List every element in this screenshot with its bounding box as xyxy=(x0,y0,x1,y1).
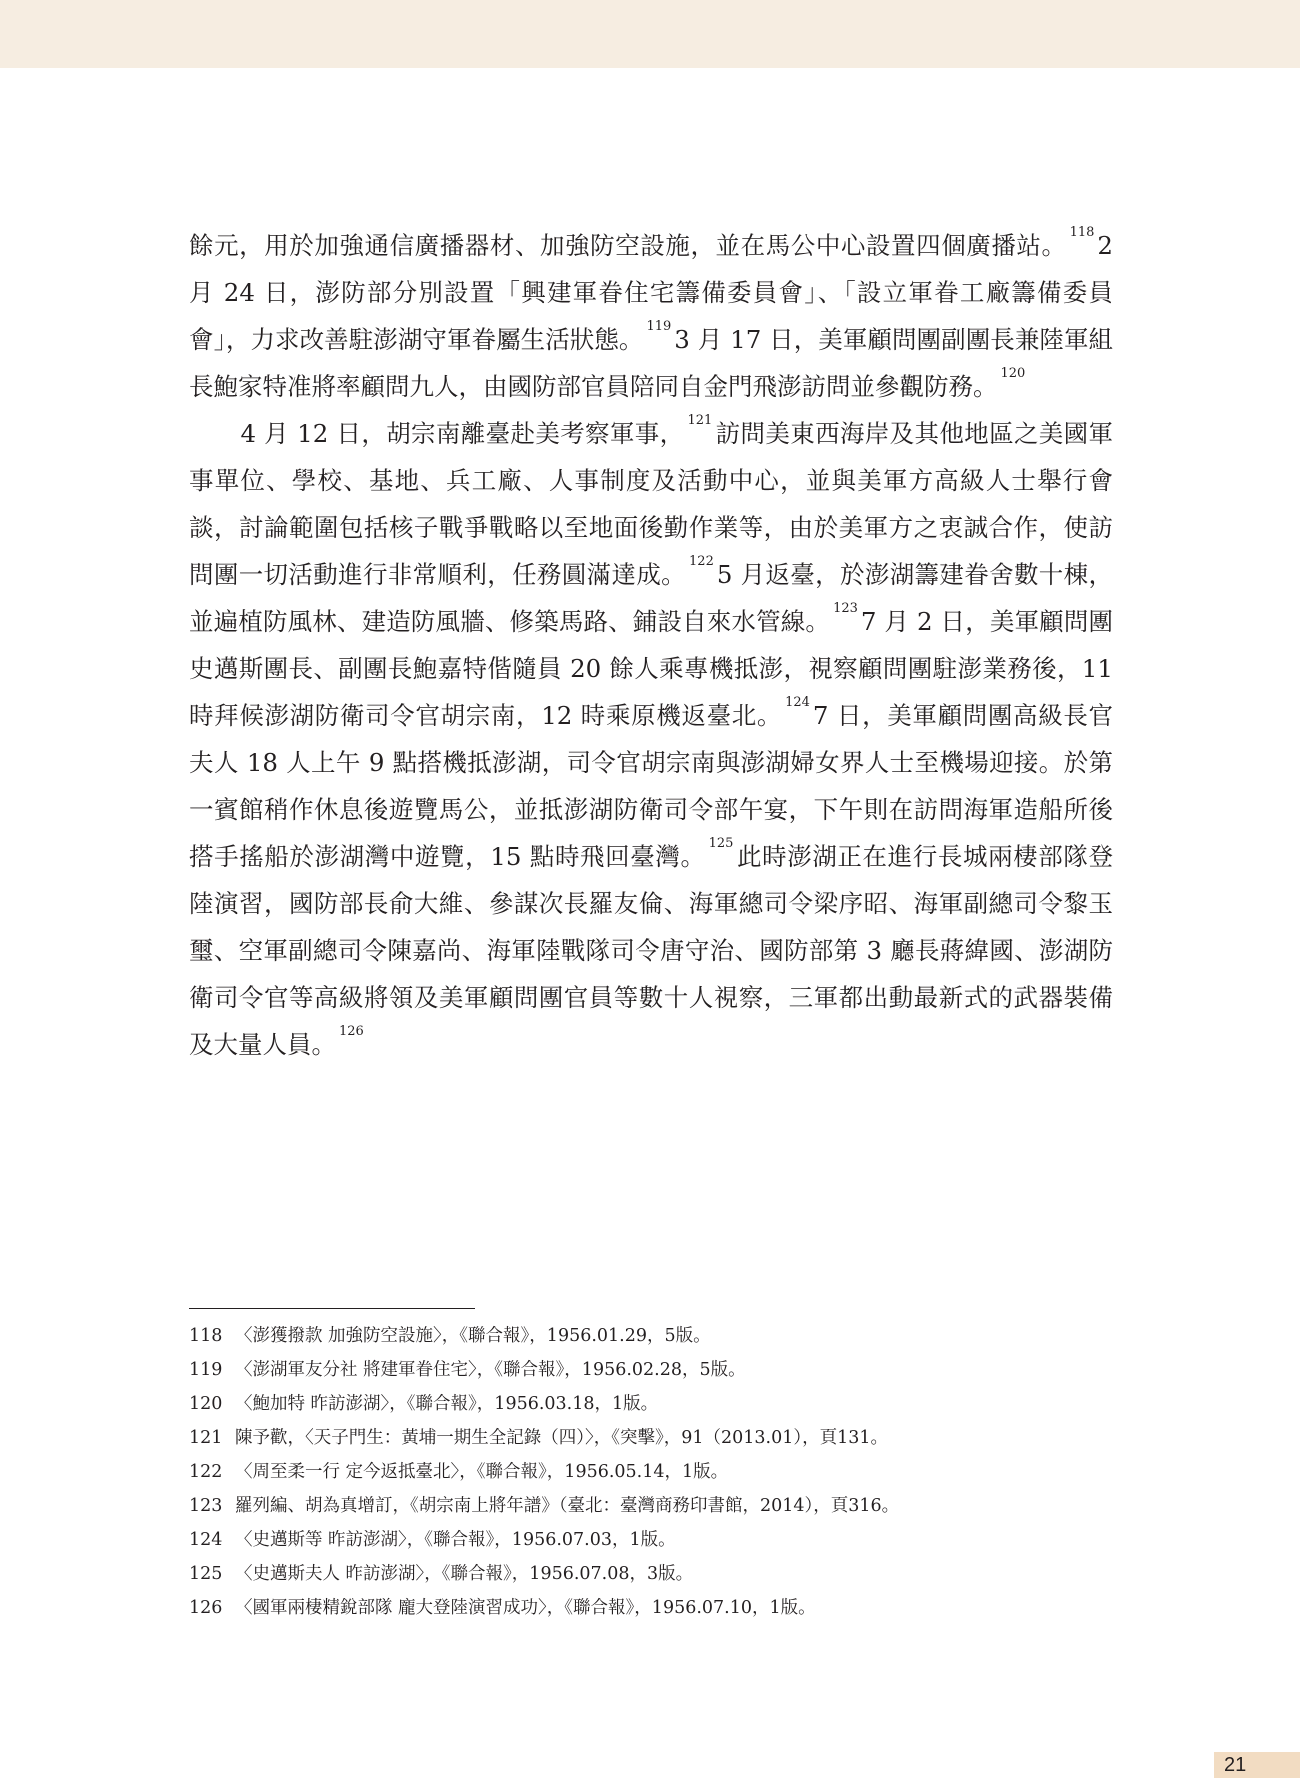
footnote-number: 119 xyxy=(189,1360,223,1380)
footnote-divider xyxy=(189,1308,475,1309)
text-run: 5 月返臺，於澎湖籌建眷舍數十棟，並遍植防風林、建造防風牆、修築馬路、鋪設自來水管線。 xyxy=(189,560,1114,636)
footnote-text: 〈鮑加特 昨訪澎湖〉，《聯合報》，1956.03.18，1版。 xyxy=(235,1394,659,1414)
text-run: 4 月 12 日，胡宗南離臺赴美考察軍事， xyxy=(240,419,685,448)
paragraph xyxy=(189,222,1113,410)
footnote-ref[interactable]: 121 xyxy=(687,413,713,428)
text-run: 3 月 17 日，美軍顧問團副團長兼陸軍組長鮑家特准將率顧問九人，由國防部官員陪同自金門飛澎訪問並參觀防務。 xyxy=(189,325,1114,401)
footnote-text: 羅列編、胡為真增訂，《胡宗南上將年譜》（臺北：臺灣商務印書館，2014），頁316。 xyxy=(235,1496,900,1516)
footnote-text: 〈周至柔一行 定今返抵臺北〉，《聯合報》，1956.05.14，1版。 xyxy=(235,1462,729,1482)
footnote-number: 118 xyxy=(189,1326,223,1346)
paragraph xyxy=(189,410,1113,1068)
footnote-number: 122 xyxy=(189,1462,223,1482)
footnote-item xyxy=(189,1591,1139,1625)
footnote-number: 124 xyxy=(189,1530,223,1550)
footnote-number: 126 xyxy=(189,1598,223,1618)
footnote-text: 〈澎獲撥款 加強防空設施〉，《聯合報》，1956.01.29，5版。 xyxy=(235,1326,711,1346)
text-run: 此時澎湖正在進行長城兩棲部隊登陸演習，國防部長俞大維、參謀次長羅友倫、海軍總司令梁序昭、海軍副總司令黎玉璽、空軍副總司令陳嘉尚、海軍陸戰隊司令唐守治、國防部第 3 廳長蔣緯國、澎湖防衛司令官等高級將領及美軍顧問團官員等數十人視察，三軍都出動最新式的武器裝備及大量人員。 xyxy=(189,842,1113,1059)
text-run: 2 月 24 日，澎防部分別設置「興建軍眷住宅籌備委員會」、「設立軍眷工廠籌備委員會」，力求改善駐澎湖守軍眷屬生活狀態。 xyxy=(189,231,1113,354)
footnote-text: 陳予歡，〈天子門生：黃埔一期生全記錄（四）〉，《突擊》，91（2013.01），頁131。 xyxy=(235,1428,889,1448)
footnote-ref[interactable]: 120 xyxy=(1000,366,1026,381)
page-number: 21 xyxy=(1224,1754,1247,1776)
footnote-ref[interactable]: 124 xyxy=(785,695,810,710)
footnote-item xyxy=(189,1523,1139,1557)
footnote-ref[interactable]: 118 xyxy=(1069,225,1095,240)
footnote-number: 125 xyxy=(189,1564,223,1584)
header-band xyxy=(0,0,1300,68)
footnote-number: 123 xyxy=(189,1496,223,1516)
footnote-item xyxy=(189,1455,1139,1489)
footnote-text: 〈史邁斯等 昨訪澎湖〉，《聯合報》，1956.07.03，1版。 xyxy=(235,1530,676,1550)
footnote-ref[interactable]: 122 xyxy=(689,554,714,569)
footnote-item xyxy=(189,1387,1139,1421)
footnote-number: 121 xyxy=(189,1428,223,1448)
footnote-item xyxy=(189,1353,1139,1387)
footnote-text: 〈澎湖軍友分社 將建軍眷住宅〉，《聯合報》，1956.02.28，5版。 xyxy=(235,1360,746,1380)
text-run: 7 月 2 日，美軍顧問團史邁斯團長、副團長鮑嘉特偕隨員 20 餘人乘專機抵澎，視察顧問團駐澎業務後，11 時拜候澎湖防衛司令官胡宗南，12 時乘原機返臺北。 xyxy=(189,607,1113,730)
footnote-number: 120 xyxy=(189,1394,223,1414)
footnote-text: 〈國軍兩棲精銳部隊 龐大登陸演習成功〉，《聯合報》，1956.07.10，1版。 xyxy=(235,1598,816,1618)
footnote-item xyxy=(189,1557,1139,1591)
footnote-item xyxy=(189,1319,1139,1353)
text-run: 餘元，用於加強通信廣播器材、加強防空設施，並在馬公中心設置四個廣播站。 xyxy=(189,231,1067,260)
footnote-ref[interactable]: 126 xyxy=(339,1024,364,1039)
footnote-item xyxy=(189,1489,1139,1523)
text-run: 訪問美東西海岸及其他地區之美國軍事單位、學校、基地、兵工廠、人事制度及活動中心，並與美軍方高級人士舉行會談，討論範圍包括核子戰爭戰略以至地面後勤作業等，由於美軍方之衷誠合作，使訪問團一切活動進行非常順利，任務圓滿達成。 xyxy=(189,419,1114,589)
footnote-item xyxy=(189,1421,1139,1455)
footnote-ref[interactable]: 123 xyxy=(833,601,858,616)
text-run: 7 日，美軍顧問團高級長官夫人 18 人上午 9 點搭機抵澎湖，司令官胡宗南與澎湖婦女界人士至機場迎接。於第一賓館稍作休息後遊覽馬公，並抵澎湖防衛司令部午宴，下午則在訪問海軍造船所後搭手搖船於澎湖灣中遊覽，15 點時飛回臺灣。 xyxy=(189,701,1114,871)
footnotes xyxy=(189,1319,1139,1625)
footnote-text: 〈史邁斯夫人 昨訪澎湖〉，《聯合報》，1956.07.08，3版。 xyxy=(235,1564,694,1584)
footnote-ref[interactable]: 119 xyxy=(646,319,672,334)
body-text xyxy=(189,222,1113,1068)
footnote-ref[interactable]: 125 xyxy=(708,836,734,851)
